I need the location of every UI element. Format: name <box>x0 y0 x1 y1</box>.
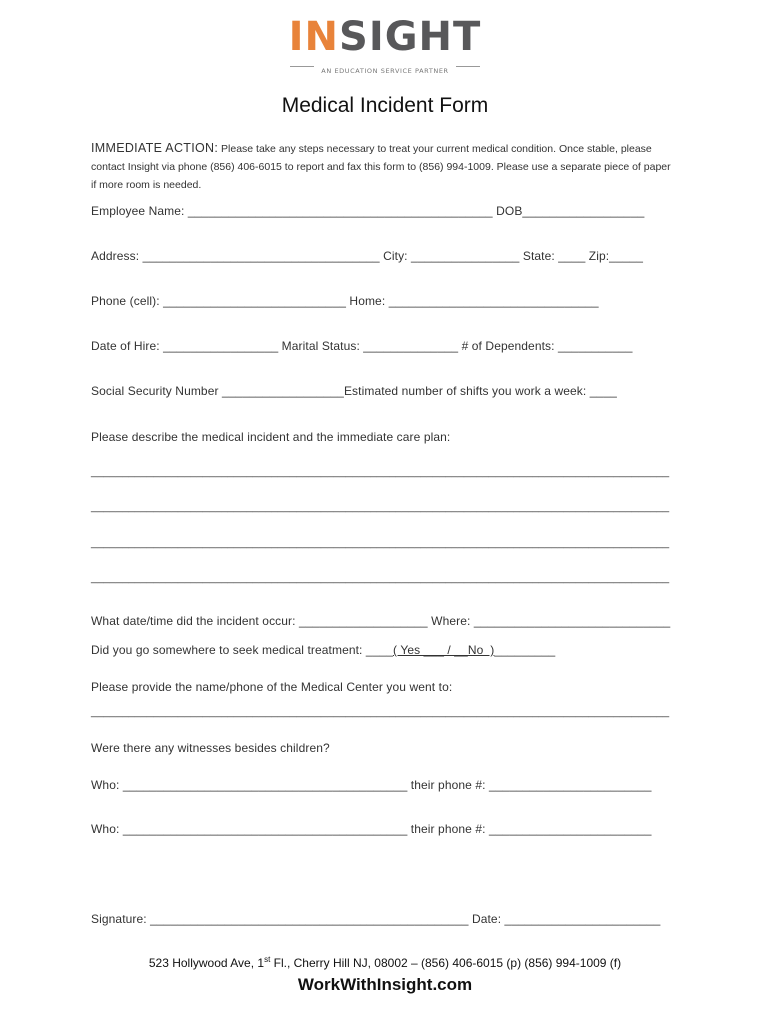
form-title: Medical Incident Form <box>281 94 489 117</box>
logo-in: IN <box>288 14 340 60</box>
witness-2-field[interactable]: Who: __________________________________________ their phone #: ________________________ <box>91 822 652 836</box>
immediate-action-paragraph <box>91 139 671 194</box>
medical-treatment-field[interactable] <box>91 643 555 657</box>
medical-center-blank-line[interactable]: _____________________________________________________________________________________________ <box>91 706 670 718</box>
treatment-suffix: _________ <box>494 643 556 657</box>
ssn-shifts-field[interactable]: Social Security Number __________________Estimated number of shifts you work a week: ____ <box>91 384 617 398</box>
footer-address <box>0 955 770 970</box>
treatment-yes-no-options[interactable]: ( Yes ___ / __No ) <box>393 643 495 657</box>
describe-blank-line-1[interactable]: _____________________________________________________________________________________________ <box>91 466 670 478</box>
tagline-rule-left <box>290 66 314 67</box>
signature-date-field[interactable]: Signature: _______________________________________________ Date: _______________________ <box>91 912 661 926</box>
logo-tagline: AN EDUCATION SERVICE PARTNER <box>321 67 449 75</box>
address-field[interactable]: Address: ___________________________________ City: ________________ State: ____ Zip:_____ <box>91 249 644 263</box>
immediate-action-text: Please take any steps necessary to treat your current medical condition. Once stable, please contact Insight via phone (856) 406-6015 to report and fax this form to (856) 994-1009. Please use a separate piece of paper if more room is needed. <box>91 143 671 191</box>
describe-blank-line-2[interactable]: _____________________________________________________________________________________________ <box>91 501 670 513</box>
logo-sight: SIGHT <box>339 14 482 60</box>
describe-blank-line-4[interactable]: _____________________________________________________________________________________________ <box>91 572 670 584</box>
hire-marital-dependents-field[interactable]: Date of Hire: _________________ Marital Status: ______________ # of Dependents: ___________ <box>91 339 633 353</box>
footer-address-sup: st <box>264 955 271 964</box>
footer-address-b: Fl., Cherry Hill NJ, 08002 – (856) 406-6015 (p) (856) 994-1009 (f) <box>270 956 622 970</box>
immediate-action-lead: IMMEDIATE ACTION: <box>91 141 219 155</box>
tagline-rule-right <box>456 66 480 67</box>
phone-field[interactable]: Phone (cell): ___________________________ Home: _______________________________ <box>91 294 599 308</box>
witnesses-label: Were there any witnesses besides children? <box>91 741 330 755</box>
medical-center-label: Please provide the name/phone of the Medical Center you went to: <box>91 680 453 694</box>
footer-website: WorkWithInsight.com <box>297 975 473 994</box>
treatment-prefix: Did you go somewhere to seek medical treatment: ____ <box>91 643 394 657</box>
describe-blank-line-3[interactable]: _____________________________________________________________________________________________ <box>91 537 670 549</box>
footer-address-a: 523 Hollywood Ave, 1 <box>148 956 265 970</box>
logo-tagline-row <box>290 60 480 75</box>
incident-date-where-field[interactable]: What date/time did the incident occur: ___________________ Where: _____________________________ <box>91 614 671 628</box>
insight-logo <box>0 14 770 75</box>
logo-wordmark <box>0 14 770 60</box>
witness-1-field[interactable]: Who: __________________________________________ their phone #: ________________________ <box>91 778 652 792</box>
describe-incident-label: Please describe the medical incident and the immediate care plan: <box>91 430 451 444</box>
employee-name-field[interactable]: Employee Name: _____________________________________________ DOB__________________ <box>91 204 645 218</box>
